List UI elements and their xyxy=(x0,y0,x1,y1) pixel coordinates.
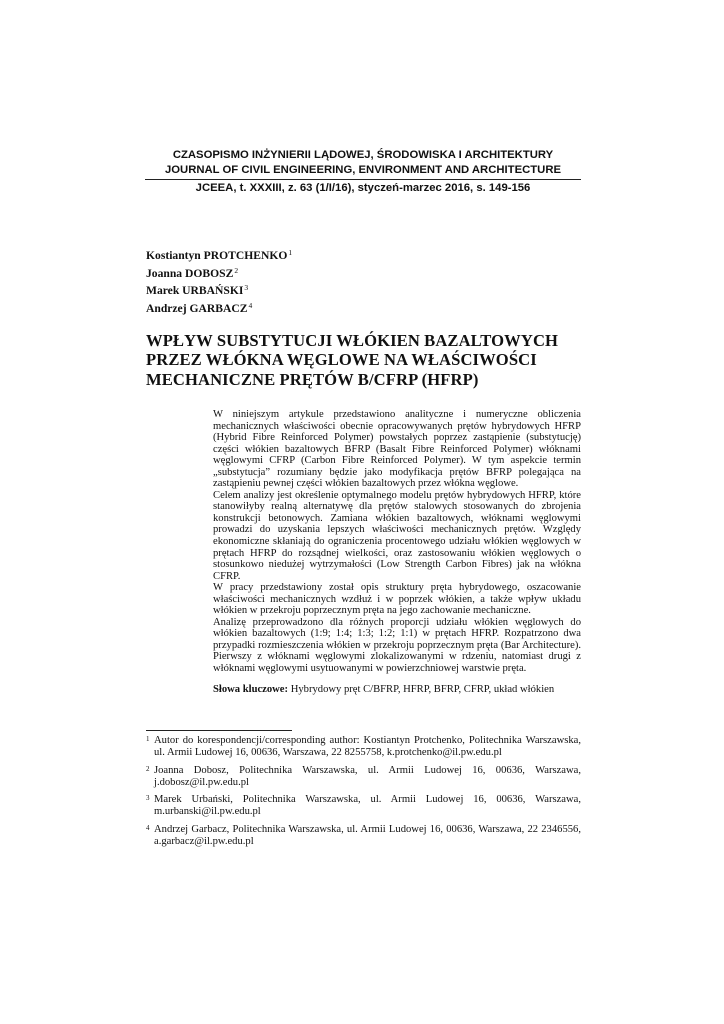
footnote-text: Marek Urbański, Politechnika Warszawska, ul. Armii Ludowej 16, 00636, Warszawa, m.urbanski@il.pw.edu.pl xyxy=(154,794,581,818)
footnote-number: 2 xyxy=(146,764,150,773)
author xyxy=(146,299,292,317)
journal-name-english: JOURNAL OF CIVIL ENGINEERING, ENVIRONMENT AND ARCHITECTURE xyxy=(164,164,562,176)
abstract-paragraph: W niniejszym artykule przedstawiono analityczne i numeryczne obliczenia mechanicznych właściwości obecnie opracowywanych prętów hybrydowych HFRP (Hybrid Fibre Reinforced Polymer) powstałych poprzez zastąpienie (substytucję) części włókien bazaltowych BFRP (Basalt Fibre Reinforced Polymer) włóknami węglowymi CFRP (Carbon Fibre Reinforced Polymer). W tym aspekcie termin „substytucja” rozumiany będzie jako modyfikacja prętów BFRP polegająca na zastąpieniu pewnej części włókien bazaltowych przez włókna węglowe. xyxy=(213,409,581,490)
footnote-number: 1 xyxy=(146,735,150,743)
journal-name-polish: CZASOPISMO INŻYNIERII LĄDOWEJ, ŚRODOWISKA I ARCHITEKTURY xyxy=(172,149,554,161)
author-list xyxy=(146,246,292,316)
footnote-text: Autor do korespondencji/corresponding author: Kostiantyn Protchenko, Politechnika Warszawska, ul. Armii Ludowej 16, 00636, Warszawa, 22 8255758, k.protchenko@il.pw.edu.pl xyxy=(154,735,581,759)
author-name: Joanna DOBOSZ xyxy=(146,266,234,280)
keywords-label: Słowa kluczowe: xyxy=(213,683,289,695)
abstract-paragraph: W pracy przedstawiony został opis struktury pręta hybrydowego, oszacowanie właściwości mechanicznych wzdłuż i w poprzek włókien, a także wpływ układu włókien w przekroju poprzecznym pręta na jego zachowanie mechaniczne. xyxy=(213,582,581,617)
footnote-number: 3 xyxy=(146,794,150,803)
header-rule xyxy=(145,179,581,180)
footnote-number: 4 xyxy=(146,823,150,832)
title-line: WPŁYW SUBSTYTUCJI WŁÓKIEN BAZALTOWYCH xyxy=(146,331,559,350)
abstract-paragraph: Celem analizy jest określenie optymalnego modelu prętów hybrydowych HFRP, które stanowiłyby realną alternatywę dla prętów stalowych stosowanych do zbrojenia konstrukcji betonowych. Zamiana włókien bazaltowych, włóknami węglowymi prowadzi do uzyskania lepszych właściwości mechanicznych prętów. Względy ekonomiczne skłaniają do ograniczenia procentowego udziału włókien węglowych w prętach HFRP do rozsądnej wielkości, oraz zastosowaniu włókien węglowych o stosunkowo niedużej wytrzymałości (Low Strength Carbon Fibres) jak na włókna CFRP. xyxy=(213,489,581,582)
author-name: Marek URBAŃSKI xyxy=(146,284,244,298)
footnote-text: Andrzej Garbacz, Politechnika Warszawska, ul. Armii Ludowej 16, 00636, Warszawa, 22 2346556, a.garbacz@il.pw.edu.pl xyxy=(154,823,581,848)
paper-title xyxy=(146,331,586,389)
author-footnote-mark: 4 xyxy=(248,300,253,310)
footnote-separator xyxy=(146,730,292,731)
footnote xyxy=(146,765,581,790)
author xyxy=(146,246,292,264)
footnote xyxy=(146,824,581,849)
journal-header xyxy=(145,148,581,196)
title-line: PRZEZ WŁÓKNA WĘGLOWE NA WŁAŚCIWOŚCI xyxy=(146,350,537,370)
footnotes xyxy=(146,735,581,853)
abstract-paragraph: Analizę przeprowadzono dla różnych proporcji udziału włókien węglowych do włókien bazaltowych (1:9; 1:4; 1:3; 1:2; 1:1) w prętach HFRP. Rozpatrzono dwa przypadki rozmieszczenia włókien w przekroju poprzecznym pręta (Bar Architecture). Pierwszy z włóknami węglowymi zlokalizowanymi w rdzeniu, natomiast drugi z włóknami węglowymi usytuowanymi w powierzchniowej warstwie pręta. xyxy=(213,616,581,675)
author-footnote-mark: 2 xyxy=(234,265,239,275)
footnote-text: Joanna Dobosz, Politechnika Warszawska, ul. Armii Ludowej 16, 00636, Warszawa, j.dobosz@il.pw.edu.pl xyxy=(154,764,581,788)
author xyxy=(146,264,292,282)
keywords-text: Hybrydowy pręt C/BFRP, HFRP, BFRP, CFRP, układ włókien xyxy=(290,683,555,695)
title-line: MECHANICZNE PRĘTÓW B/CFRP (HFRP) xyxy=(146,369,479,389)
author-name: Kostiantyn PROTCHENKO xyxy=(146,249,288,262)
footnote xyxy=(146,735,581,760)
abstract xyxy=(213,409,581,695)
keywords xyxy=(213,684,581,696)
author-footnote-mark: 3 xyxy=(244,283,249,293)
journal-issue-info: JCEEA, t. XXXIII, z. 63 (1/I/16), styczeń-marzec 2016, s. 149-156 xyxy=(195,182,531,194)
author-footnote-mark: 1 xyxy=(288,248,293,257)
author xyxy=(146,281,292,299)
author-name: Andrzej GARBACZ xyxy=(146,301,248,315)
footnote xyxy=(146,794,581,819)
